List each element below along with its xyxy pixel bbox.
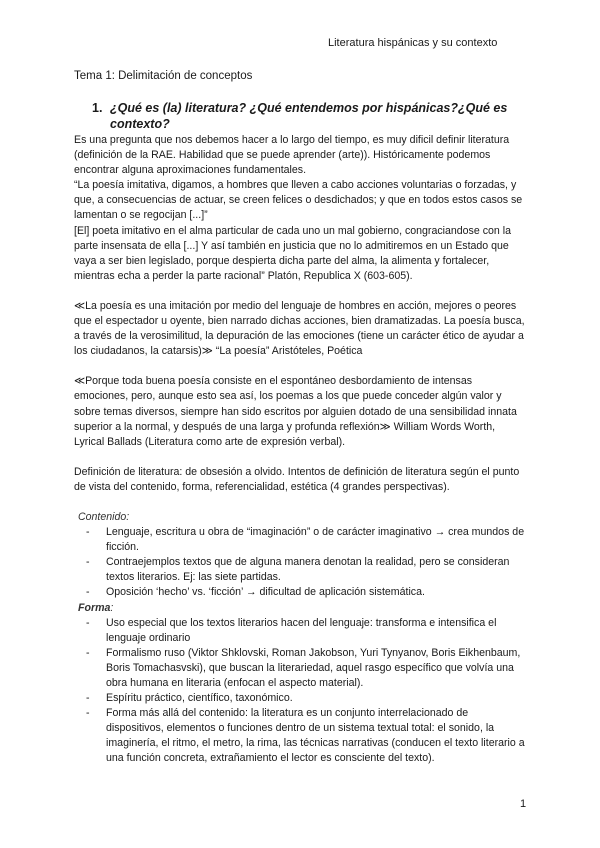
forma-colon: : [110, 601, 114, 614]
aristotle-quote: ≪La poesía es una imitación por medio del lenguaje de hombres en acción, mejores o peores que el espectador u oyente, bien narrado dichas acciones, bien dramatizadas. La poesía busca, a través de la verosimilitud, la depuración de las emociones (tiene un carácter ético de ayudar a los ciudadanos, la catarsis)≫ “La poesía” Aristóteles, Poética [74, 299, 525, 358]
contenido-label: Contenido: [78, 510, 130, 523]
section-number: 1. [92, 101, 103, 115]
page-number: 1 [520, 798, 527, 810]
contenido-list [74, 525, 526, 600]
list-item: - Forma más allá del contenido: la literatura es un conjunto interrelacionado de dispositivos, elementos o funciones dentro de un sistema textual total: el sonido, la imaginería, el ritmo, el metro, la rima, las técnicas narrativas (conducen el texto literario a una función concreta, extrañamiento el lector es consciente del texto). [86, 706, 526, 766]
document-body [74, 133, 526, 767]
page-header: Literatura hispánicas y su contexto [328, 37, 498, 49]
list-item: - Espíritu práctico, científico, taxonómico. [86, 691, 526, 706]
plato-quote-2: [El] poeta imitativo en el alma particular de cada uno un mal gobierno, congraciandose con la parte insensata de ella [...] Y así también en justicia que no lo admitiremos en un Estado que vaya a ser bien legislado, porque despierta dicha parte del alma, la alimenta y fortalecer, mientras echa a perder la parte racional” Platón, Republica X (603-605). [74, 224, 511, 282]
section-heading [92, 100, 532, 132]
section-title: ¿Qué es (la) literatura? ¿Qué entendemos por hispánicas?¿Qué es contexto? [110, 101, 508, 131]
intro-paragraph: Es una pregunta que nos debemos hacer a lo largo del tiempo, es muy dificil definir literatura (definición de la RAE. Habilidad que se puede aprender (arte)). Históricamente podemos encontrar alguna aproximaciones fundamentales. [74, 134, 510, 177]
wordsworth-quote: ≪Porque toda buena poesía consiste en el espontáneo desbordamiento de intensas emociones, pero, aunque esto sea así, los poemas a los que puede conceder algún valor y sobre temas diversos, siempre han sido escritos por alguien dotado de una sensibilidad innata superior a la normal, y después de una larga y profunda reflexión≫ William Words Worth, Lyrical Ballads (Literatura como arte de expresión verbal). [74, 375, 517, 448]
definition-paragraph: Definición de literatura: de obsesión a olvido. Intentos de definición de literatura según el punto de vista del contenido, forma, referencialidad, estética (4 grandes perspectivas). [74, 465, 520, 493]
forma-label-row [78, 601, 526, 616]
topic-heading: Tema 1: Delimitación de conceptos [74, 70, 253, 82]
plato-quote-1: “La poesía imitativa, digamos, a hombres que lleven a cabo acciones voluntarias o forzadas, y que, a consecuencias de actuar, se creen felices o desdichados; y que en todos estos casos se lamentan o se regocijan [...]” [74, 179, 523, 222]
list-item: - Uso especial que los textos literarios hacen del lenguaje: transforma e intensifica el lenguaje ordinario [86, 616, 526, 646]
forma-list [74, 616, 526, 767]
list-item: - Formalismo ruso (Viktor Shklovski, Roman Jakobson, Yuri Tynyanov, Boris Eikhenbaum, Boris Tomachasvski), que buscan la literariedad, aquel rasgo específico que volvía una obra humana en literaria (enfocan el aspecto material). [86, 646, 526, 691]
list-item: - Lenguaje, escritura u obra de “imaginación” o de carácter imaginativo → crea mundos de ficción. [86, 525, 526, 555]
forma-label: Forma [78, 601, 111, 614]
list-item: - Oposición ‘hecho’ vs. ‘ficción’ → dificultad de aplicación sistemática. [86, 585, 526, 600]
list-item: - Contraejemplos textos que de alguna manera denotan la realidad, pero se consideran textos literarios. Ej: las siete partidas. [86, 555, 526, 585]
